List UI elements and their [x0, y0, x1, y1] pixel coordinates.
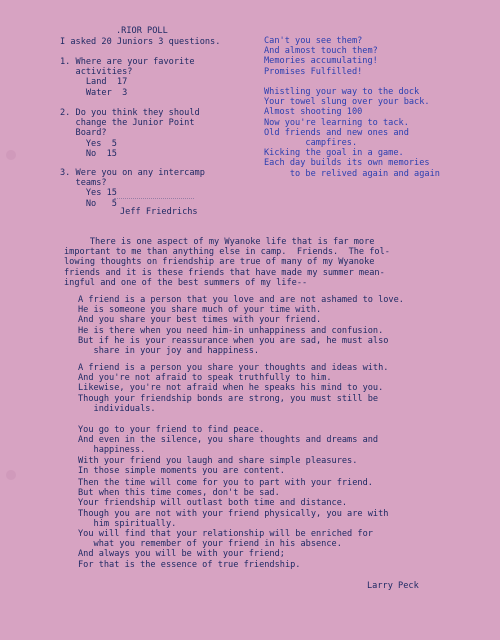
poll-signature: Jeff Friedrichs [120, 207, 198, 217]
memories-poem: Can't you see them? And almost touch them? Memories accumulating! Promises Fulfilled! Whistling your way to the dock Your towel slung over your back. Almost shooting 100 Now you're learning to tack. Old friends and new ones and campfires. Kicking the goal in a game. Each day builds its own memories to be relived again and again [264, 36, 440, 179]
friendship-stanza-4: Then the time will come for you to part with your friend. But when this time comes, don't be sad. Your friendship will outlast both time and distance. Though you are not with your friend physically, you are with him spiritually. You will find that your relationship will be enriched for what you remember of your friend in his absence. And always you will be with your friend; For that is the essence of true friendship. [78, 478, 389, 570]
essay-signature: Larry Peck [367, 581, 419, 591]
friendship-stanza-2: A friend is a person you share your thoughts and ideas with. And you're not afraid to speak truthfully to him. Likewise, you're not afraid when he speaks his mind to you. Though your friendship bonds are strong, you must still be individuals. [78, 363, 389, 414]
poll-intro: I asked 20 Juniors 3 questions. [60, 37, 221, 47]
friendship-stanza-3: You go to your friend to find peace. And even in the silence, you share thoughts and dreams and happiness. With your friend you laugh and share simple pleasures. In those simple moments you are content. [78, 425, 379, 476]
poll-question-1: 1. Where are your favorite activities? Land 17 Water 3 [60, 57, 195, 98]
friendship-intro: There is one aspect of my Wyanoke life that is far more important to me than anything else in camp. Friends. The fol- lowing thoughts on friendship are true of many of my Wyanoke friends and it is these friends that have made my summer mean- ingful and one of the best summers of my life-- [64, 237, 390, 288]
faint-dotted-line [114, 198, 194, 200]
paper-mark [6, 470, 16, 480]
paper-mark [6, 150, 16, 160]
poll-question-3: 3. Were you on any intercamp teams? Yes 15 No 5 [60, 168, 205, 209]
poll-title: .RIOR POLL [116, 26, 168, 36]
poll-question-2: 2. Do you think they should change the Junior Point Board? Yes 5 No 15 [60, 108, 200, 159]
friendship-stanza-1: A friend is a person that you love and are not ashamed to love. He is someone you share much of your time with. And you share your best times with your friend. He is there when you need him-in unhappiness and confusion. But if he is your reassurance when you are sad, he must also share in your joy and happiness. [78, 295, 404, 357]
